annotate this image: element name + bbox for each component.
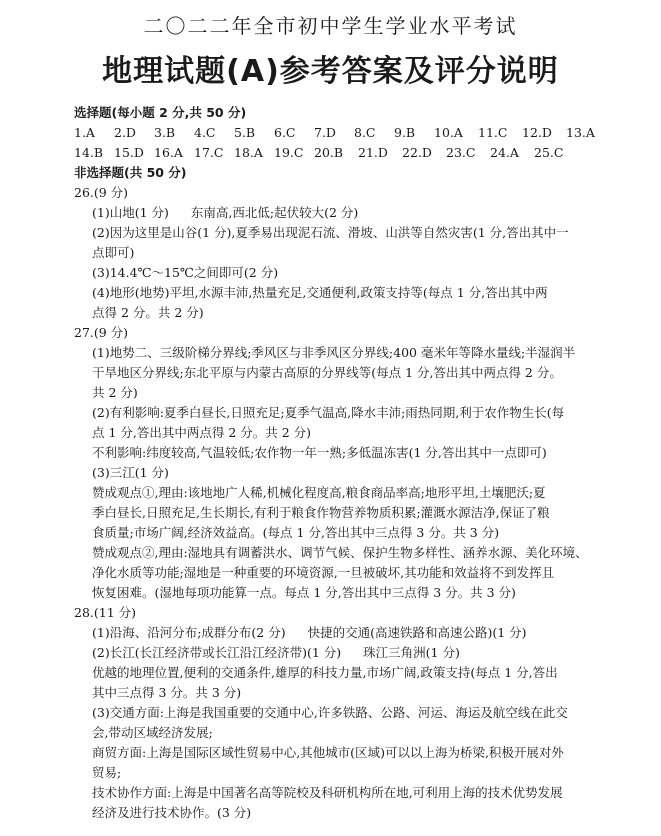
q28-part2-reason-line1: 优越的地理位置,便利的交通条件,雄厚的科技力量,市场广阔,政策支持(每点 1 分,答出 [92, 665, 558, 680]
q26-part1 [92, 203, 634, 223]
question-27-heading: 27.(9 分) [74, 325, 129, 340]
choice-answers-row-1 [74, 123, 634, 143]
q28-part2-reason-line2: 其中三点得 3 分。共 3 分) [92, 685, 242, 700]
q27-part3: (3)三江(1 分) [92, 465, 169, 480]
q28-part3-tech-line1: 技术协作方面:上海是中国著名高等院校及科研机构所在地,可利用上海的技术优势发展 [92, 785, 563, 800]
question-26-answers [74, 203, 634, 323]
q27-part2-line1: (2)有利影响:夏季白昼长,日照充足;夏季气温高,降水丰沛;雨热同期,利于农作物生长(每 [92, 405, 565, 420]
q26-part2-line1: (2)因为这里是山谷(1 分),夏季易出现泥石流、滑坡、山洪等自然灾害(1 分,答出其中一 [92, 225, 569, 240]
choice-answer: 15.D [114, 145, 144, 160]
choice-answer: 9.B [394, 125, 416, 140]
q28-part1-a: (1)沿海、沿河分布;成群分布(2 分) [92, 625, 286, 640]
document-title: 地理试题(A)参考答案及评分说明 [102, 54, 559, 89]
q28-part3-trade-line1: 商贸方面:上海是国际区域性贸易中心,其他城市(区域)可以以上海为桥梁,积极开展对外 [92, 745, 564, 760]
exam-title: 二〇二二年全市初中学生学业水平考试 [143, 14, 518, 38]
choice-answer: 8.C [354, 125, 376, 140]
q27-view1-line1: 赞成观点①,理由:该地地广人稀,机械化程度高,粮食商品率高;地形平坦,土壤肥沃;夏 [92, 485, 546, 500]
question-28-heading: 28.(11 分) [74, 605, 137, 620]
q26-part1-b: 东南高,西北低;起伏较大(2 分) [190, 205, 359, 220]
q27-part2-line2: 点 1 分,答出其中两点得 2 分。共 2 分) [92, 425, 312, 440]
q27-part1-line3: 共 2 分) [92, 385, 138, 400]
choice-answer: 24.A [490, 145, 519, 160]
choice-answer: 16.A [154, 145, 183, 160]
q28-part1-b: 快捷的交通(高速铁路和高速公路)(1 分) [307, 625, 527, 640]
choice-answer: 6.C [274, 125, 296, 140]
q27-view2-line3: 恢复困难。(湿地每项功能算一点。每点 1 分,答出其中三点得 3 分。共 3 分) [92, 585, 516, 600]
question-26-heading: 26.(9 分) [74, 185, 129, 200]
answer-content [74, 103, 634, 823]
q28-part3-transport-line2: 会,带动区域经济发展; [92, 725, 213, 740]
choice-answer: 14.B [74, 145, 104, 160]
q27-part1-line1: (1)地势二、三级阶梯分界线;季风区与非季风区分界线;400 毫米年等降水量线;半湿润半 [92, 345, 576, 360]
q28-part3-trade-line2: 贸易; [92, 765, 122, 780]
choice-answer: 3.B [154, 125, 176, 140]
question-27-answers [74, 343, 634, 603]
choice-answer: 7.D [314, 125, 336, 140]
choice-answer: 11.C [478, 125, 508, 140]
question-28-answers [74, 623, 634, 823]
q28-part2-b: 珠江三角洲(1 分) [363, 645, 460, 660]
choice-answers-row-2 [74, 143, 634, 163]
choice-answer: 19.C [274, 145, 304, 160]
q27-view2-line2: 净化水质等功能;湿地是一种重要的环境资源,一旦被破坏,其功能和效益将不到发挥且 [92, 565, 555, 580]
q26-part4-line2: 点得 2 分。共 2 分) [92, 305, 204, 320]
choice-answer: 2.D [114, 125, 136, 140]
choice-answer: 18.A [234, 145, 263, 160]
q26-part4-line1: (4)地形(地势)平坦,水源丰沛,热量充足,交通便利,政策支持等(每点 1 分,答出其中两 [92, 285, 548, 300]
choice-answer: 5.B [234, 125, 256, 140]
q27-part1-line2: 干旱地区分界线;东北平原与内蒙古高原的分界线等(每点 1 分,答出其中两点得 2 分。 [92, 365, 562, 380]
q28-part3-tech-line2: 经济及进行技术协作。(3 分) [92, 805, 252, 820]
nonchoice-section-heading: 非选择题(共 50 分) [74, 165, 187, 180]
q26-part1-a: (1)山地(1 分) [92, 205, 169, 220]
q28-part2-a: (2)长江(长江经济带或长江沿江经济带)(1 分) [92, 645, 342, 660]
q27-part2-line3: 不利影响:纬度较高,气温较低;农作物一年一熟;多低温冻害(1 分,答出其中一点即可) [92, 445, 547, 460]
q28-part1 [92, 623, 634, 643]
q27-view2-line1: 赞成观点②,理由:湿地具有调蓄洪水、调节气候、保护生物多样性、涵养水源、美化环境、 [92, 545, 588, 560]
choice-answer: 17.C [194, 145, 224, 160]
choice-answer: 10.A [434, 125, 463, 140]
q28-part2 [92, 643, 634, 663]
q28-part3-transport-line1: (3)交通方面:上海是我国重要的交通中心,许多铁路、公路、河运、海运及航空线在此交 [92, 705, 568, 720]
choice-answer: 21.D [358, 145, 388, 160]
q26-part2-line2: 点即可) [92, 245, 135, 260]
choice-section-heading: 选择题(每小题 2 分,共 50 分) [74, 105, 247, 120]
choice-answer: 20.B [314, 145, 344, 160]
choice-answer: 25.C [534, 145, 564, 160]
choice-answer: 23.C [446, 145, 476, 160]
q26-part3: (3)14.4℃～15℃之间即可(2 分) [92, 265, 279, 280]
choice-answer: 12.D [522, 125, 552, 140]
choice-answer: 22.D [402, 145, 432, 160]
choice-answer: 1.A [74, 125, 95, 140]
choice-answer: 13.A [566, 125, 595, 140]
q27-view1-line3: 食质量;市场广阔,经济效益高。(每点 1 分,答出其中三点得 3 分。共 3 分) [92, 525, 500, 540]
q27-view1-line2: 季白昼长,日照充足,生长期长,有利于粮食作物营养物质积累;灌溉水源洁净,保证了粮 [92, 505, 550, 520]
choice-answer: 4.C [194, 125, 216, 140]
